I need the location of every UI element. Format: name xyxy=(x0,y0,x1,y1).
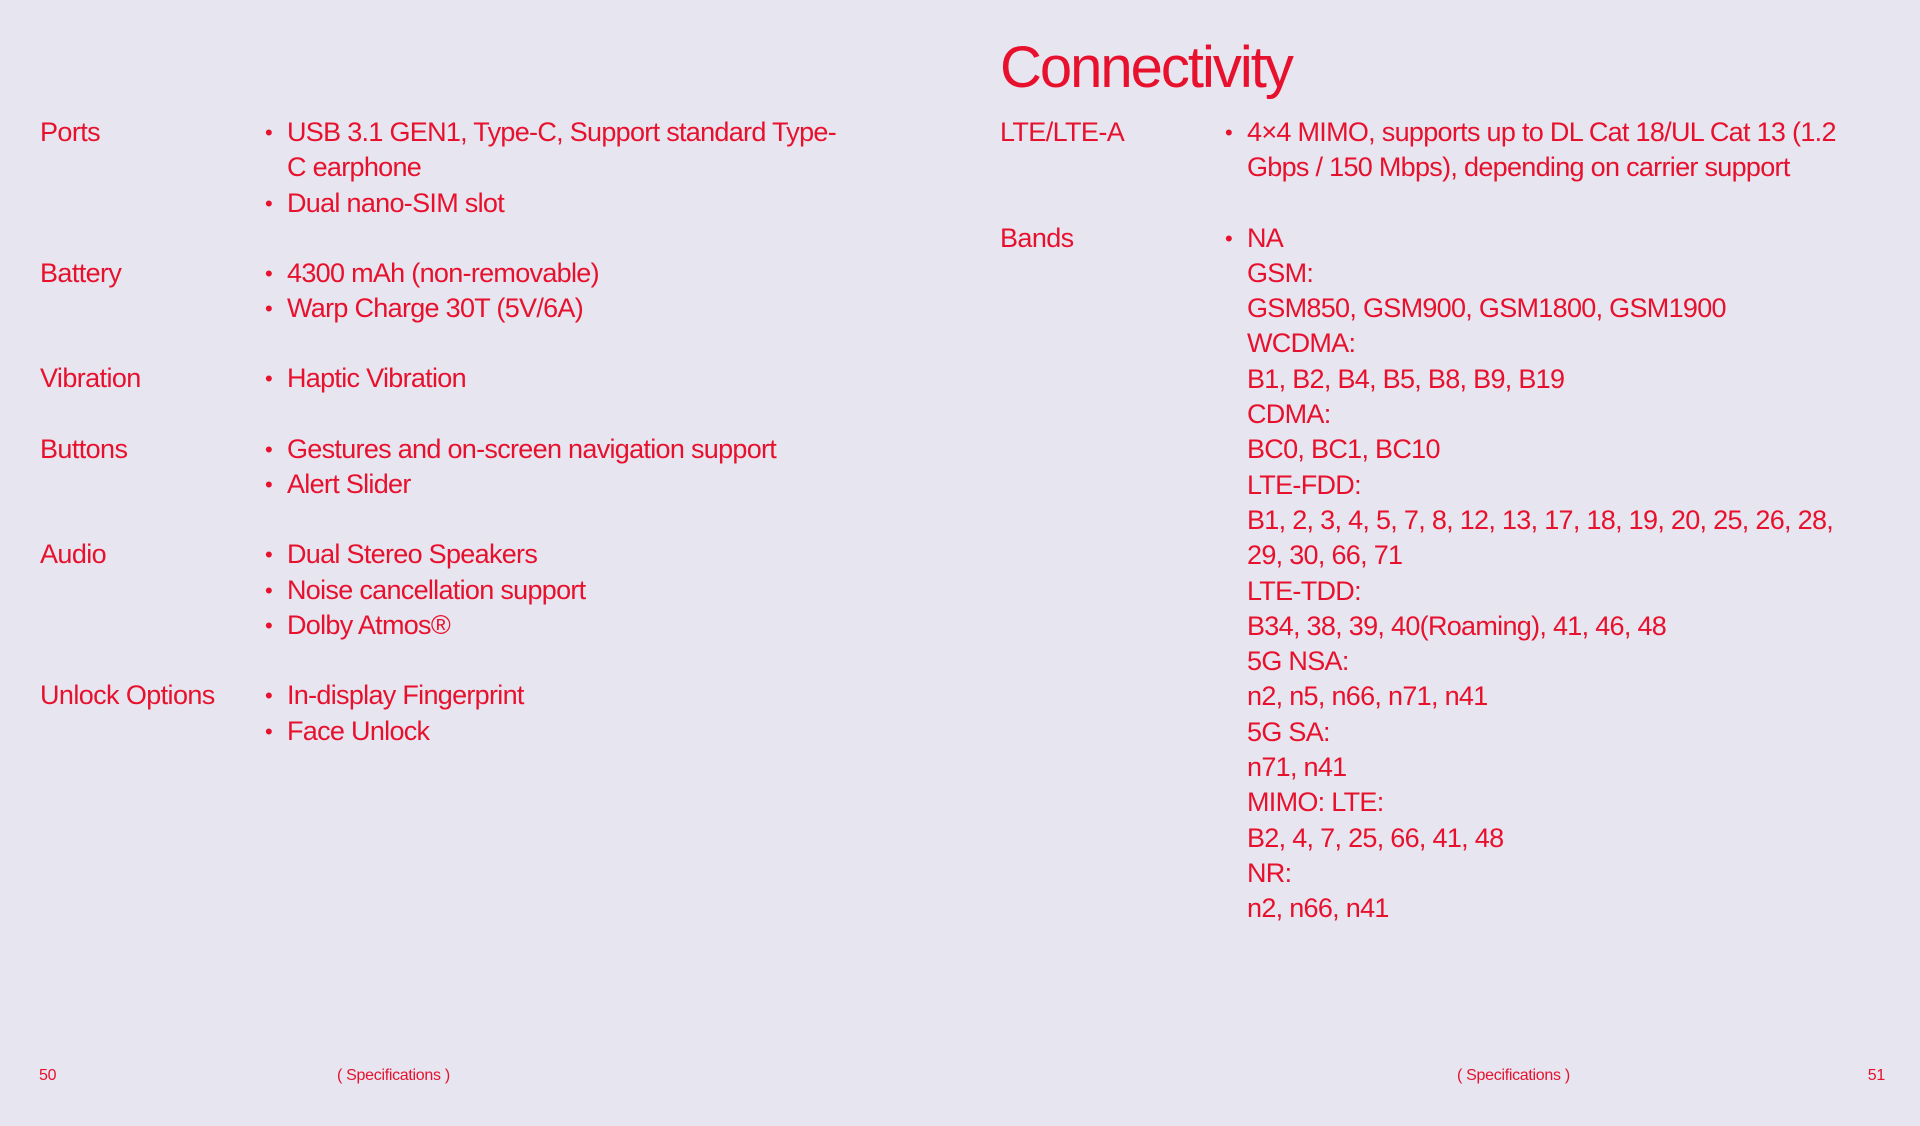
band-line: BC0, BC1, BC10 xyxy=(1247,434,1440,465)
band-line: LTE-FDD: xyxy=(1247,469,1361,500)
spec-label: Buttons xyxy=(40,433,128,464)
band-line: NA xyxy=(1247,222,1284,253)
spec-item xyxy=(1225,115,1865,186)
spec-items xyxy=(265,432,845,503)
spec-item-text: Dual nano-SIM slot xyxy=(287,187,505,218)
spec-list-left xyxy=(40,115,960,784)
bullet-icon: • xyxy=(265,366,273,392)
spec-item-text: Face Unlock xyxy=(287,715,430,746)
spec-items xyxy=(265,678,845,749)
spec-items xyxy=(265,361,845,396)
spec-label: Audio xyxy=(40,539,107,570)
band-line: GSM: xyxy=(1247,257,1314,288)
right-page xyxy=(960,0,1920,1126)
spec-item xyxy=(265,256,845,291)
spec-row-battery xyxy=(40,256,960,327)
page-number: 51 xyxy=(1867,1067,1885,1084)
band-line: B2, 4, 7, 25, 66, 41, 48 xyxy=(1247,822,1504,853)
bullet-icon: • xyxy=(1225,120,1233,145)
spec-item xyxy=(265,361,845,396)
spec-item-text: Dual Stereo Speakers xyxy=(287,539,538,570)
spec-item-text: In-display Fingerprint xyxy=(287,680,524,711)
band-line: n2, n66, n41 xyxy=(1247,893,1389,924)
spec-item xyxy=(265,714,845,749)
spec-item-text: Alert Slider xyxy=(287,469,411,500)
band-line: 5G SA: xyxy=(1247,716,1330,747)
spec-item xyxy=(265,678,845,713)
bullet-icon: • xyxy=(265,296,273,322)
spec-item xyxy=(265,115,845,186)
band-line: LTE-TDD: xyxy=(1247,575,1361,606)
band-line: MIMO: LTE: xyxy=(1247,787,1384,818)
spec-item-text: Haptic Vibration xyxy=(287,363,466,394)
page-number: 50 xyxy=(39,1067,57,1084)
bullet-icon: • xyxy=(265,683,273,709)
spec-item xyxy=(1225,221,1865,927)
bullet-icon: • xyxy=(265,436,273,462)
spec-label: Bands xyxy=(1000,222,1074,253)
band-line: B1, 2, 3, 4, 5, 7, 8, 12, 13, 17, 18, 19, 20, 25, 26, 28, 29, 30, 66, 71 xyxy=(1247,504,1834,571)
spec-item xyxy=(265,608,845,643)
band-line: CDMA: xyxy=(1247,399,1331,430)
spec-item xyxy=(265,573,845,608)
band-line: B1, B2, B4, B5, B8, B9, B19 xyxy=(1247,363,1565,394)
band-line: GSM850, GSM900, GSM1800, GSM1900 xyxy=(1247,293,1726,324)
band-line: WCDMA: xyxy=(1247,328,1356,359)
spec-item-text: Warp Charge 30T (5V/6A) xyxy=(287,293,584,324)
band-line: n71, n41 xyxy=(1247,752,1347,783)
bullet-icon: • xyxy=(1225,225,1233,251)
spec-items xyxy=(1225,221,1865,927)
band-line: 5G NSA: xyxy=(1247,646,1349,677)
section-title: ( Specifications ) xyxy=(337,1067,450,1084)
spec-item xyxy=(265,432,845,467)
spec-label: Unlock Options xyxy=(40,680,215,711)
spec-item-text: 4300 mAh (non-removable) xyxy=(287,257,599,288)
page-title: Connectivity xyxy=(1000,35,1292,100)
spec-item xyxy=(265,537,845,572)
bullet-icon: • xyxy=(265,472,273,498)
spec-label: Ports xyxy=(40,117,101,147)
spec-item-text: Noise cancellation support xyxy=(287,574,586,605)
spec-item-text: Gestures and on-screen navigation support xyxy=(287,433,777,464)
spec-item xyxy=(265,186,845,221)
spec-item-text: USB 3.1 GEN1, Type-C, Support standard Type-C earphone xyxy=(287,117,837,183)
bullet-icon: • xyxy=(265,718,273,744)
bullet-icon: • xyxy=(265,190,273,216)
spec-row-bands xyxy=(1000,221,1920,927)
spec-items xyxy=(265,115,845,221)
spec-items xyxy=(265,256,845,327)
bullet-icon: • xyxy=(265,542,273,568)
band-line: B34, 38, 39, 40(Roaming), 41, 46, 48 xyxy=(1247,610,1667,641)
spec-row-unlock-options xyxy=(40,678,960,749)
spec-label: Battery xyxy=(40,257,122,288)
bullet-icon: • xyxy=(265,260,273,286)
spec-list-right xyxy=(1000,115,1920,962)
spec-row-audio xyxy=(40,537,960,643)
spec-row-lte xyxy=(1000,115,1920,186)
spec-row-vibration xyxy=(40,361,960,396)
spec-item xyxy=(265,291,845,326)
spec-items xyxy=(1225,115,1865,186)
spec-label: LTE/LTE-A xyxy=(1000,117,1125,147)
bullet-icon: • xyxy=(265,577,273,603)
bullet-icon: • xyxy=(265,120,273,145)
section-title: ( Specifications ) xyxy=(1457,1067,1570,1084)
band-line: NR: xyxy=(1247,857,1292,888)
bullet-icon: • xyxy=(265,612,273,638)
spec-items xyxy=(265,537,845,643)
band-line: n2, n5, n66, n71, n41 xyxy=(1247,681,1488,712)
spec-item-text: Dolby Atmos® xyxy=(287,609,451,640)
spec-item-text: 4×4 MIMO, supports up to DL Cat 18/UL Cat 13 (1.2 Gbps / 150 Mbps), depending on carrier support xyxy=(1247,117,1836,183)
spec-row-buttons xyxy=(40,432,960,503)
spec-label: Vibration xyxy=(40,363,141,394)
spec-item xyxy=(265,467,845,502)
spec-row-ports xyxy=(40,115,960,221)
